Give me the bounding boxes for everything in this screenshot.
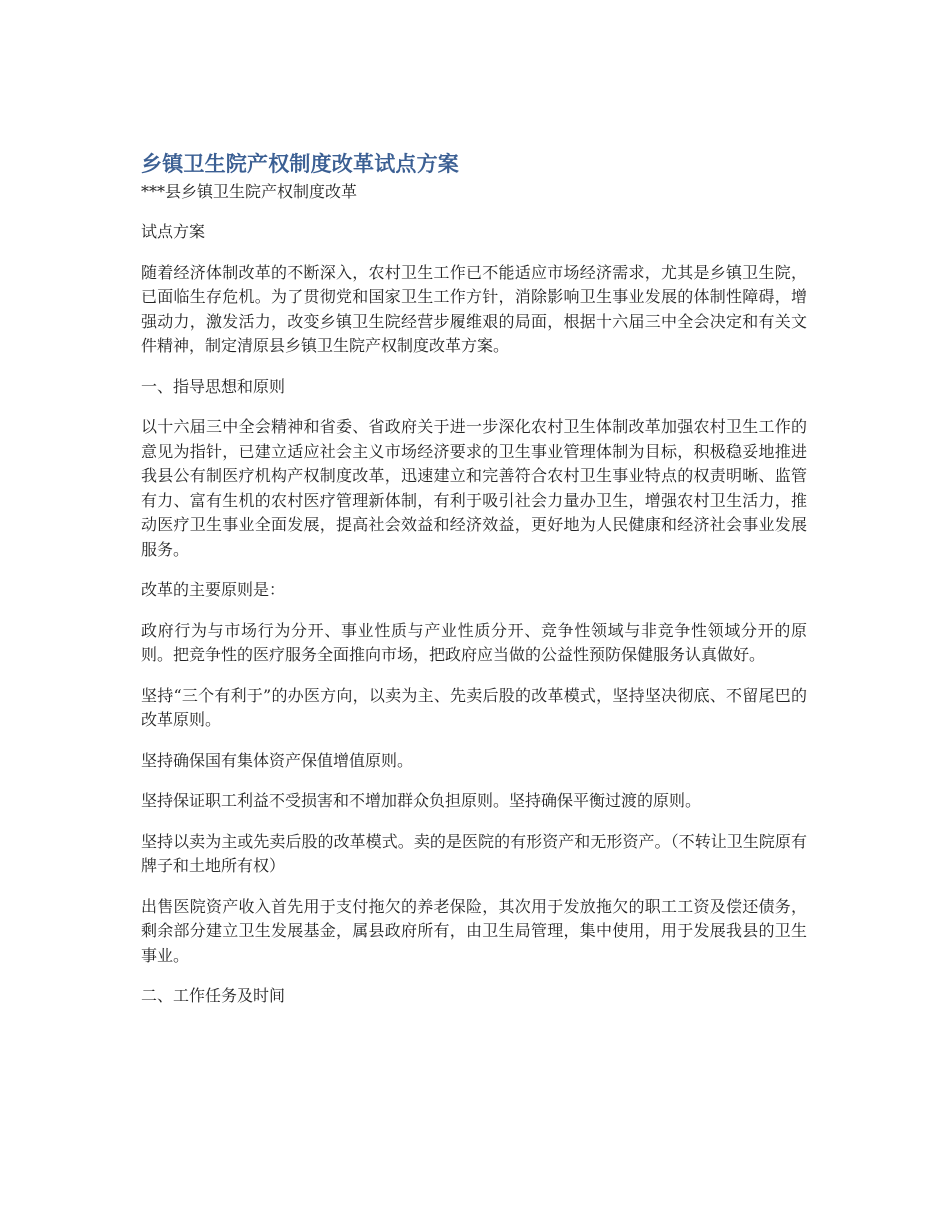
document-page [141,148,807,1025]
document-title: 乡镇卫生院产权制度改革试点方案 [141,152,459,176]
paragraph-main-principles-label: 改革的主要原则是： [141,580,286,599]
section-heading-principles: 一、指导思想和原则 [141,376,286,396]
paragraph-background: 随着经济体制改革的不断深入，农村卫生工作已不能适应市场经济需求，尤其是乡镇卫生院，已面临生存危机。为了贯彻党和国家卫生工作方针，消除影响卫生事业发展的体制性障碍，增强动力，激发活力，改变乡镇卫生院经营步履维艰的局面，根据十六届三中全会决定和有关文件精神，制定清原县乡镇卫生院产权制度改革方案。 [141,262,807,355]
paragraph-principle-asset-value: 坚持确保国有集体资产保值增值原则。 [141,750,414,770]
document-subtitle: ***县乡镇卫生院产权制度改革 [141,182,358,201]
paragraph-plan-label: 试点方案 [141,222,206,241]
paragraph-sale-proceeds: 出售医院资产收入首先用于支付拖欠的养老保险，其次用于发放拖欠的职工工资及偿还债务，剩余部分建立卫生发展基金，属县政府所有，由卫生局管理，集中使用，用于发展我县的卫生事业。 [141,896,807,965]
paragraph-principle-three-benefits: 坚持“三个有利于”的办医方向，以卖为主、先卖后股的改革模式，坚持坚决彻底、不留尾巴的改革原则。 [141,685,807,729]
paragraph-principle-sale-model: 坚持以卖为主或先卖后股的改革模式。卖的是医院的有形资产和无形资产。（不转让卫生院原有牌子和土地所有权） [141,831,807,875]
section-heading-tasks: 二、工作任务及时间 [141,986,286,1005]
paragraph-principle-separation: 政府行为与市场行为分开、事业性质与产业性质分开、竞争性领域与非竞争性领域分开的原则。把竞争性的医疗服务全面推向市场，把政府应当做的公益性预防保健服务认真做好。 [141,620,807,664]
paragraph-principle-staff-interests: 坚持保证职工利益不受损害和不增加群众负担原则。坚持确保平衡过渡的原则。 [141,791,702,810]
paragraph-guiding-thought: 以十六届三中全会精神和省委、省政府关于进一步深化农村卫生体制改革加强农村卫生工作的意见为指针，已建立适应社会主义市场经济要求的卫生事业管理体制为目标，积极稳妥地推进我县公有制医疗机构产权制度改革，迅速建立和完善符合农村卫生事业特点的权责明晰、监管有力、富有生机的农村医疗管理新体制，有利于吸引社会力量办卫生，增强农村卫生活力，推动医疗卫生事业全面发展，提高社会效益和经济效益，更好地为人民健康和经济社会事业发展服务。 [141,417,807,559]
